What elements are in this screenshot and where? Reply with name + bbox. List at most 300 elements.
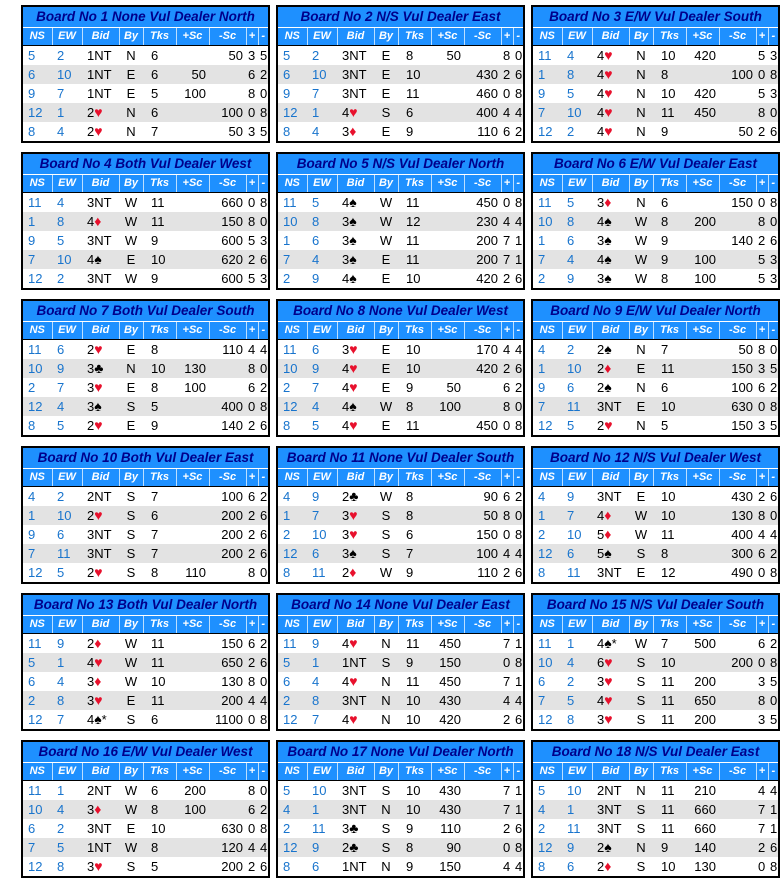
cell-minus-score [209,84,246,103]
cell-ew: 8 [312,693,320,708]
result-row [532,506,779,525]
cell-bid [592,672,629,691]
cell-minus-mp: 2 [770,636,778,651]
cell-by: E [636,361,646,376]
col-header-minus-mp: - [258,322,269,340]
result-row [22,800,269,819]
cell-ew: 8 [312,214,320,229]
col-header-bid: Bid [82,763,119,781]
cell-minus-score: 630 [731,399,753,414]
col-header-plus-score: +Sc [431,763,464,781]
diamond-icon: ♦ [349,564,357,580]
result-row [532,269,779,289]
cell-minus-mp: 8 [515,195,523,210]
cell-bid: 3NT [87,821,112,836]
result-row [22,634,269,654]
cell-plus-score: 500 [694,636,716,651]
cell-minus-score [719,838,756,857]
cell-plus-mp: 2 [758,124,766,139]
cell-by: E [381,124,391,139]
cell-tks: 8 [151,802,159,817]
cell-plus-mp: 4 [503,105,511,120]
cell-plus-mp: 0 [248,821,256,836]
cell-by: W [124,840,138,855]
cell-by: S [636,546,646,561]
bid-level: 3 [342,527,350,542]
result-row [277,634,524,654]
cell-ns: 1 [28,214,36,229]
cell-plus-score [176,710,209,730]
cell-tks: 11 [151,655,165,670]
cell-ns: 5 [28,48,36,63]
cell-ns: 11 [283,636,297,651]
cell-plus-score [431,544,464,563]
col-header-tks: Tks [398,616,431,634]
cell-ns: 9 [28,527,36,542]
cell-bid [592,103,629,122]
cell-minus-score [719,800,756,819]
board-title: Board No 1 None Vul Dealer North [22,6,269,28]
cell-tks: 10 [661,48,676,63]
cell-tks: 10 [151,361,166,376]
cell-bid [337,122,374,142]
cell-plus-mp: 3 [758,361,766,376]
col-header-ew: EW [307,175,337,193]
col-header-bid: Bid [337,469,374,487]
col-header-ew: EW [52,763,82,781]
cell-plus-score [431,525,464,544]
cell-by: S [126,546,136,561]
cell-plus-mp: 0 [503,840,511,855]
cell-plus-score: 50 [446,48,461,63]
cell-minus-score: 200 [476,252,498,267]
board-title: Board No 3 E/W Vul Dealer South [532,6,779,28]
col-header-minus-mp: - [768,763,779,781]
cell-minus-mp: 6 [770,233,778,248]
cell-by: E [126,67,136,82]
cell-ew: 8 [57,214,65,229]
col-header-plus-score: +Sc [176,616,209,634]
cell-plus-mp: 7 [503,252,511,267]
cell-minus-score: 600 [221,233,243,248]
cell-tks: 8 [661,546,669,561]
cell-ew: 7 [567,508,575,523]
cell-ns: 6 [283,674,291,689]
col-header-ns: NS [277,322,307,340]
cell-ew: 4 [312,399,320,414]
spade-icon: ♠ [349,194,357,210]
cell-tks: 6 [151,783,159,798]
cell-tks: 11 [406,233,420,248]
cell-bid [337,340,374,360]
cell-plus-mp: 4 [248,693,256,708]
cell-bid [592,46,629,66]
cell-ns: 11 [283,342,297,357]
cell-bid [592,710,629,730]
cell-by: S [636,802,646,817]
cell-by: S [636,693,646,708]
col-header-plus-mp: + [246,175,258,193]
cell-ns: 11 [28,342,42,357]
col-header-ns: NS [532,616,562,634]
cell-plus-score [431,506,464,525]
cell-minus-score [719,819,756,838]
cell-by: S [381,840,391,855]
cell-minus-score: 170 [476,342,498,357]
cell-minus-mp: 4 [260,840,268,855]
result-row [22,691,269,710]
col-header-by: By [374,322,398,340]
result-row [22,359,269,378]
col-header-by: By [629,322,653,340]
cell-bid [592,340,629,360]
cell-ns: 12 [283,105,298,120]
cell-bid: 3NT [597,821,622,836]
result-row [532,634,779,654]
col-header-bid: Bid [592,28,629,46]
cell-minus-score: 200 [221,508,243,523]
cell-bid: 3NT [87,233,112,248]
col-header-ns: NS [22,469,52,487]
col-header-plus-score: +Sc [431,322,464,340]
cell-ns: 7 [28,840,36,855]
cell-plus-score [176,231,209,250]
cell-ew: 7 [57,712,65,727]
cell-plus-mp: 2 [248,655,256,670]
col-header-minus-mp: - [768,322,779,340]
result-row [277,378,524,397]
cell-plus-score [176,122,209,142]
bid-level: 4 [597,105,605,120]
cell-plus-score [176,544,209,563]
cell-minus-mp: 5 [770,418,778,433]
cell-ns: 5 [283,48,291,63]
col-header-minus-mp: - [258,763,269,781]
cell-plus-score [176,46,209,66]
cell-by: E [636,489,646,504]
cell-ew: 7 [57,380,65,395]
bid-level: 2 [597,342,605,357]
cell-minus-score: 200 [221,546,243,561]
cell-minus-score: 110 [477,565,498,580]
cell-plus-score [686,122,719,142]
cell-plus-mp: 8 [758,214,766,229]
heart-icon: ♥ [94,341,103,357]
cell-plus-score: 100 [184,86,206,101]
col-header-by: By [629,763,653,781]
cell-minus-score [209,563,246,583]
cell-bid [337,212,374,231]
col-header-plus-score: +Sc [176,28,209,46]
col-header-plus-score: +Sc [686,469,719,487]
cell-plus-score: 100 [439,399,461,414]
column-header-row [22,175,269,193]
cell-ew: 4 [57,124,65,139]
cell-by: W [634,233,648,248]
bid-level: 4 [342,105,350,120]
cell-by: N [381,859,391,874]
cell-by: E [636,399,646,414]
cell-by: S [381,546,391,561]
cell-ew: 1 [57,783,65,798]
cell-minus-score [719,212,756,231]
col-header-minus-mp: - [513,763,524,781]
heart-icon: ♥ [349,507,358,523]
column-header-row [277,616,524,634]
col-header-ew: EW [52,322,82,340]
cell-ns: 5 [538,783,546,798]
col-header-by: By [629,469,653,487]
result-row [22,819,269,838]
cell-tks: 6 [661,195,669,210]
cell-ew: 2 [567,674,575,689]
cell-ns: 5 [28,655,36,670]
cell-bid: 3NT [342,693,367,708]
cell-ns: 8 [28,418,36,433]
col-header-plus-score: +Sc [686,616,719,634]
cell-ns: 10 [28,802,43,817]
col-header-minus-score: -Sc [209,322,246,340]
cell-by: S [636,712,646,727]
cell-minus-score [719,781,756,801]
cell-ew: 8 [57,693,65,708]
cell-bid [82,378,119,397]
cell-plus-mp: 4 [248,840,256,855]
result-row [277,416,524,436]
cell-ns: 4 [538,802,546,817]
cell-minus-mp: 8 [770,399,778,414]
cell-plus-mp: 7 [758,821,766,836]
heart-icon: ♥ [349,341,358,357]
cell-ew: 6 [567,233,575,248]
cell-tks: 10 [661,399,676,414]
heart-icon: ♥ [604,417,613,433]
cell-minus-mp: 1 [770,821,778,836]
cell-ns: 1 [283,508,291,523]
cell-bid [592,525,629,544]
cell-tks: 6 [151,508,159,523]
bid-level: 4 [597,86,605,101]
cell-minus-mp: 0 [770,105,778,120]
cell-ew: 10 [567,783,582,798]
cell-bid [82,857,119,877]
cell-minus-mp: 0 [770,693,778,708]
cell-minus-mp: 6 [515,821,523,836]
cell-by: N [381,636,391,651]
cell-tks: 10 [406,693,421,708]
cell-ew: 9 [312,636,320,651]
board-table [276,152,525,290]
cell-tks: 8 [661,67,669,82]
result-row [532,544,779,563]
result-row [22,122,269,142]
result-row [22,672,269,691]
cell-minus-mp: 0 [515,399,523,414]
board-title: Board No 2 N/S Vul Dealer East [277,6,524,28]
result-row [277,563,524,583]
cell-plus-mp: 8 [503,399,511,414]
cell-ns: 11 [283,195,297,210]
cell-minus-score: 100 [221,105,243,120]
col-header-bid: Bid [82,322,119,340]
cell-bid [337,103,374,122]
cell-ew: 11 [567,565,581,580]
cell-tks: 11 [151,195,165,210]
cell-ew: 1 [312,802,320,817]
cell-minus-mp: 2 [260,489,268,504]
cell-plus-mp: 0 [248,399,256,414]
cell-plus-mp: 0 [248,105,256,120]
cell-ew: 4 [57,399,65,414]
cell-bid: 3NT [342,48,367,63]
cell-tks: 12 [406,214,421,229]
cell-tks: 8 [406,48,414,63]
cell-plus-score [431,193,464,213]
cell-by: N [126,105,136,120]
cell-ew: 9 [567,489,575,504]
cell-minus-score: 430 [476,67,498,82]
cell-plus-mp: 2 [248,252,256,267]
cell-minus-score [719,634,756,654]
cell-ew: 1 [57,655,65,670]
result-row [22,84,269,103]
cell-plus-mp: 6 [503,489,511,504]
bid-level: 3 [342,214,350,229]
col-header-ew: EW [307,616,337,634]
heart-icon: ♥ [94,564,103,580]
cell-ns: 4 [283,802,291,817]
cell-tks: 12 [661,565,676,580]
cell-minus-score [464,691,501,710]
col-header-plus-mp: + [756,175,768,193]
cell-ns: 8 [283,418,291,433]
cell-ew: 2 [312,48,320,63]
cell-tks: 10 [406,712,421,727]
cell-by: S [126,527,136,542]
spade-icon: ♠ [94,251,102,267]
cell-bid: 1NT [87,48,112,63]
col-header-plus-mp: + [501,616,513,634]
board-title: Board No 5 N/S Vul Dealer North [277,153,524,175]
cell-plus-mp: 2 [758,233,766,248]
cell-minus-mp: 8 [515,527,523,542]
cell-ew: 8 [567,712,575,727]
cell-plus-mp: 2 [248,527,256,542]
result-row [532,857,779,877]
cell-ns: 10 [538,214,553,229]
result-row [277,231,524,250]
result-row [22,378,269,397]
cell-bid [82,359,119,378]
col-header-by: By [374,175,398,193]
cell-bid [82,800,119,819]
col-header-plus-mp: + [756,616,768,634]
cell-plus-score: 100 [694,271,716,286]
cell-bid: 3NT [87,546,112,561]
result-row [277,359,524,378]
result-row [22,544,269,563]
cell-by: W [634,214,648,229]
cell-by: W [634,636,648,651]
cell-plus-score: 140 [694,840,716,855]
cell-ns: 6 [283,67,291,82]
cell-minus-score: 150 [731,195,753,210]
bid-level: 3 [87,674,95,689]
board-title: Board No 8 None Vul Dealer West [277,300,524,322]
cell-tks: 8 [406,508,414,523]
cell-plus-mp: 2 [248,418,256,433]
cell-bid [592,857,629,877]
column-header-row [277,175,524,193]
cell-tks: 11 [406,674,420,689]
cell-plus-score: 430 [439,783,461,798]
cell-tks: 10 [406,802,421,817]
cell-tks: 6 [151,48,159,63]
board-title: Board No 7 Both Vul Dealer South [22,300,269,322]
cell-tks: 9 [661,840,669,855]
cell-plus-score [431,231,464,250]
cell-ew: 4 [567,655,575,670]
bid-level: 4 [597,48,605,63]
cell-plus-score [686,231,719,250]
cell-minus-mp: 4 [515,214,523,229]
cell-tks: 7 [661,636,669,651]
cell-minus-mp: 8 [515,86,523,101]
cell-minus-score [464,634,501,654]
cell-ns: 12 [28,399,43,414]
result-row [22,193,269,213]
col-header-tks: Tks [653,616,686,634]
cell-ew: 1 [57,105,65,120]
col-header-bid: Bid [82,175,119,193]
cell-tks: 5 [151,399,159,414]
cell-ns: 8 [283,859,291,874]
cell-tks: 8 [406,399,414,414]
cell-ew: 4 [567,252,575,267]
col-header-minus-score: -Sc [464,469,501,487]
cell-minus-mp: 8 [515,418,523,433]
cell-minus-mp: 1 [515,783,523,798]
cell-plus-mp: 7 [503,802,511,817]
cell-plus-mp: 0 [503,418,511,433]
cell-ns: 12 [283,399,298,414]
diamond-icon: ♦ [604,526,612,542]
diamond-icon: ♦ [94,635,102,651]
cell-bid [592,212,629,231]
cell-minus-score [464,857,501,877]
cell-plus-score [176,634,209,654]
cell-minus-mp: 2 [260,802,268,817]
col-header-minus-score: -Sc [719,28,756,46]
result-row [22,838,269,857]
cell-ns: 9 [538,86,546,101]
heart-icon: ♥ [94,654,103,670]
cell-ew: 9 [312,489,320,504]
cell-plus-mp: 5 [248,233,256,248]
cell-plus-mp: 4 [758,783,766,798]
col-header-bid: Bid [337,763,374,781]
cell-bid: 1NT [87,67,112,82]
cell-plus-score [176,525,209,544]
cell-ns: 7 [28,546,36,561]
cell-plus-score [431,84,464,103]
bid-level: 2 [87,418,95,433]
cell-ew: 4 [57,802,65,817]
col-header-tks: Tks [143,616,176,634]
cell-bid: 3NT [597,802,622,817]
cell-by: S [381,783,391,798]
cell-bid: 3NT [597,399,622,414]
